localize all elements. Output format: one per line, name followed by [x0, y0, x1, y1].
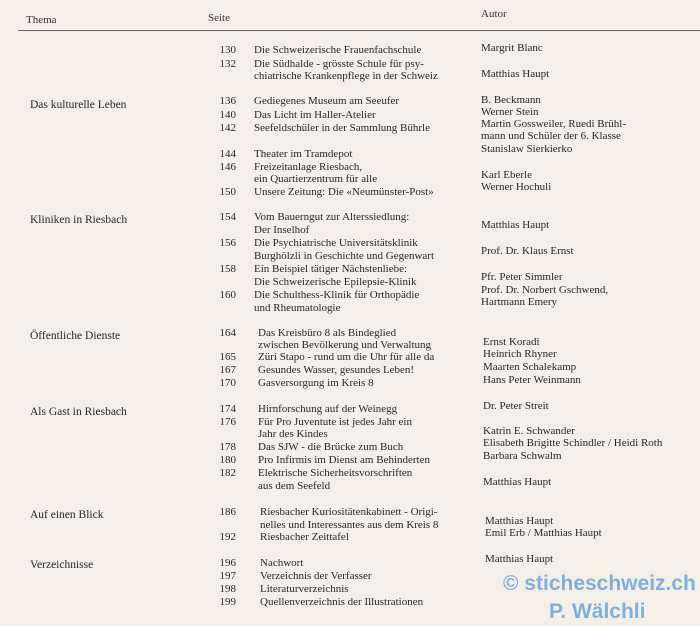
entry-author: Karl Eberle [481, 169, 532, 181]
page-number: 197 [219, 570, 236, 582]
page-number: 174 [219, 403, 236, 415]
page-number: 130 [219, 44, 236, 56]
page-number: 136 [219, 95, 236, 107]
entry-title: Das SJW - die Brücke zum Buch [258, 441, 404, 453]
entry-author: Maarten Schalekamp [483, 361, 577, 373]
section-label: Das kulturelle Leben [30, 99, 127, 111]
watermark-site: © sticheschweiz.ch [503, 572, 696, 595]
page-number: 132 [219, 58, 236, 70]
header-thema: Thema [26, 14, 57, 26]
entry-author: Heinrich Rhyner [483, 348, 557, 360]
entry-author: Matthias Haupt [485, 515, 554, 527]
page-number: 158 [219, 263, 236, 275]
entry-title: Pro Infirmis im Dienst am Behinderten [258, 454, 430, 466]
header-rule [18, 30, 700, 31]
page-number: 176 [219, 416, 236, 428]
entry-author: Martin Gossweiler, Ruedi Brühl- [481, 118, 626, 130]
entry-title: ein Quartierzentrum für alle [254, 173, 378, 185]
page-number: 170 [219, 377, 236, 389]
entry-author: Matthias Haupt [481, 68, 550, 80]
page-number: 150 [219, 186, 236, 198]
page-number: 165 [219, 351, 236, 363]
entry-author: Prof. Dr. Klaus Ernst [481, 245, 574, 257]
entry-title: Das Licht im Haller-Atelier [254, 109, 376, 121]
entry-title: Die Südhalde - grösste Schule für psy- [254, 58, 424, 70]
entry-title: Elektrische Sicherheitsvorschriften [258, 467, 413, 479]
header-seite: Seite [208, 12, 230, 24]
entry-author: B. Beckmann [481, 94, 541, 106]
entry-title: Burghölzli in Geschichte und Gegenwart [254, 250, 435, 262]
entry-title: Das Kreisbüro 8 als Bindeglied [258, 327, 397, 339]
entry-author: Prof. Dr. Norbert Gschwend, [481, 284, 609, 296]
section-label: Auf einen Blick [30, 509, 104, 521]
entry-title: und Rheumatologie [254, 302, 341, 314]
entry-title: nelles und Interessantes aus dem Kreis 8 [260, 519, 439, 531]
entry-title: Verzeichnis der Verfasser [260, 570, 372, 582]
entry-title: Literaturverzeichnis [260, 583, 349, 595]
watermark-name: P. Wälchli [549, 600, 646, 623]
entry-author: Stanislaw Sierkierko [481, 143, 573, 155]
entry-author: Emil Erb / Matthias Haupt [485, 527, 602, 539]
entry-title: Riesbacher Zeittafel [260, 531, 349, 543]
entry-author: Hans Peter Weinmann [483, 374, 581, 386]
entry-title: Nachwort [260, 557, 304, 569]
section-label: Als Gast in Riesbach [30, 406, 127, 418]
page-number: 196 [219, 557, 236, 569]
page-number: 167 [219, 364, 236, 376]
entry-author: Ernst Koradi [483, 336, 540, 348]
entry-author: Elisabeth Brigitte Schindler / Heidi Roth [483, 437, 663, 449]
page-number: 186 [219, 506, 236, 518]
entry-title: zwischen Bevölkerung und Verwaltung [258, 339, 432, 351]
entry-author: mann und Schüler der 6. Klasse [481, 130, 621, 142]
page-number: 192 [219, 531, 236, 543]
entry-author: Matthias Haupt [485, 553, 554, 565]
entry-author: Werner Hochuli [481, 181, 552, 193]
entry-title: Die Schweizerische Epilepsie-Klinik [254, 276, 417, 288]
page-number: 199 [219, 596, 236, 608]
entry-title: chiatrische Krankenpflege in der Schweiz [254, 70, 438, 82]
entry-title: Die Psychiatrische Universitätsklinik [254, 237, 418, 249]
page-number: 140 [219, 109, 236, 121]
section-label: Kliniken in Riesbach [30, 214, 128, 226]
entry-title: Gediegenes Museum am Seeufer [254, 95, 400, 107]
entry-title: Die Schweizerische Frauenfachschule [254, 44, 422, 56]
entry-title: Die Schulthess-Klinik für Orthopädie [254, 289, 420, 301]
entry-title: Seefeldschüler in der Sammlung Bührle [254, 122, 430, 134]
page-number: 156 [219, 237, 236, 249]
entry-author: Matthias Haupt [483, 476, 552, 488]
header-autor: Autor [481, 8, 507, 20]
entry-title: Theater im Tramdepot [254, 148, 353, 160]
section-label: Verzeichnisse [30, 559, 94, 571]
entry-author: Pfr. Peter Simmler [481, 271, 563, 283]
entry-title: Jahr des Kindes [258, 428, 328, 440]
entry-title: Gasversorgung im Kreis 8 [258, 377, 374, 389]
entry-title: Hirnforschung auf der Weinegg [258, 403, 398, 415]
entry-author: Barbara Schwalm [483, 450, 562, 462]
page-number: 198 [219, 583, 236, 595]
section-label: Öffentliche Dienste [30, 330, 121, 342]
entry-title: Züri Stapo - rund um die Uhr für alle da [258, 351, 435, 363]
entry-title: aus dem Seefeld [258, 480, 331, 492]
page-number: 154 [219, 211, 236, 223]
entry-author: Werner Stein [481, 106, 539, 118]
page-number: 160 [219, 289, 236, 301]
entry-title: Unsere Zeitung: Die «Neumünster-Post» [254, 186, 434, 198]
entry-title: Riesbacher Kuriositätenkabinett - Origi- [260, 506, 438, 518]
entry-author: Margrit Blanc [481, 42, 543, 54]
page-number: 144 [219, 148, 236, 160]
entry-title: Gesundes Wasser, gesundes Leben! [258, 364, 415, 376]
page-number: 142 [219, 122, 236, 134]
entry-author: Matthias Haupt [481, 219, 550, 231]
entry-title: Quellenverzeichnis der Illustrationen [260, 596, 424, 608]
page-number: 164 [219, 327, 236, 339]
page-number: 146 [219, 161, 236, 173]
entry-title: Für Pro Juventute ist jedes Jahr ein [258, 416, 412, 428]
entry-author: Hartmann Emery [481, 296, 558, 308]
entry-title: Vom Bauerngut zur Alterssiedlung: [254, 211, 410, 223]
page-number: 178 [219, 441, 236, 453]
entry-author: Dr. Peter Streit [483, 400, 549, 412]
page-number: 180 [219, 454, 236, 466]
page-number: 182 [219, 467, 236, 479]
entry-title: Der Inselhof [254, 224, 310, 236]
entry-author: Katrin E. Schwander [483, 425, 575, 437]
entry-title: Freizeitanlage Riesbach, [254, 161, 363, 173]
entry-title: Ein Beispiel tätiger Nächstenliebe: [254, 263, 408, 275]
